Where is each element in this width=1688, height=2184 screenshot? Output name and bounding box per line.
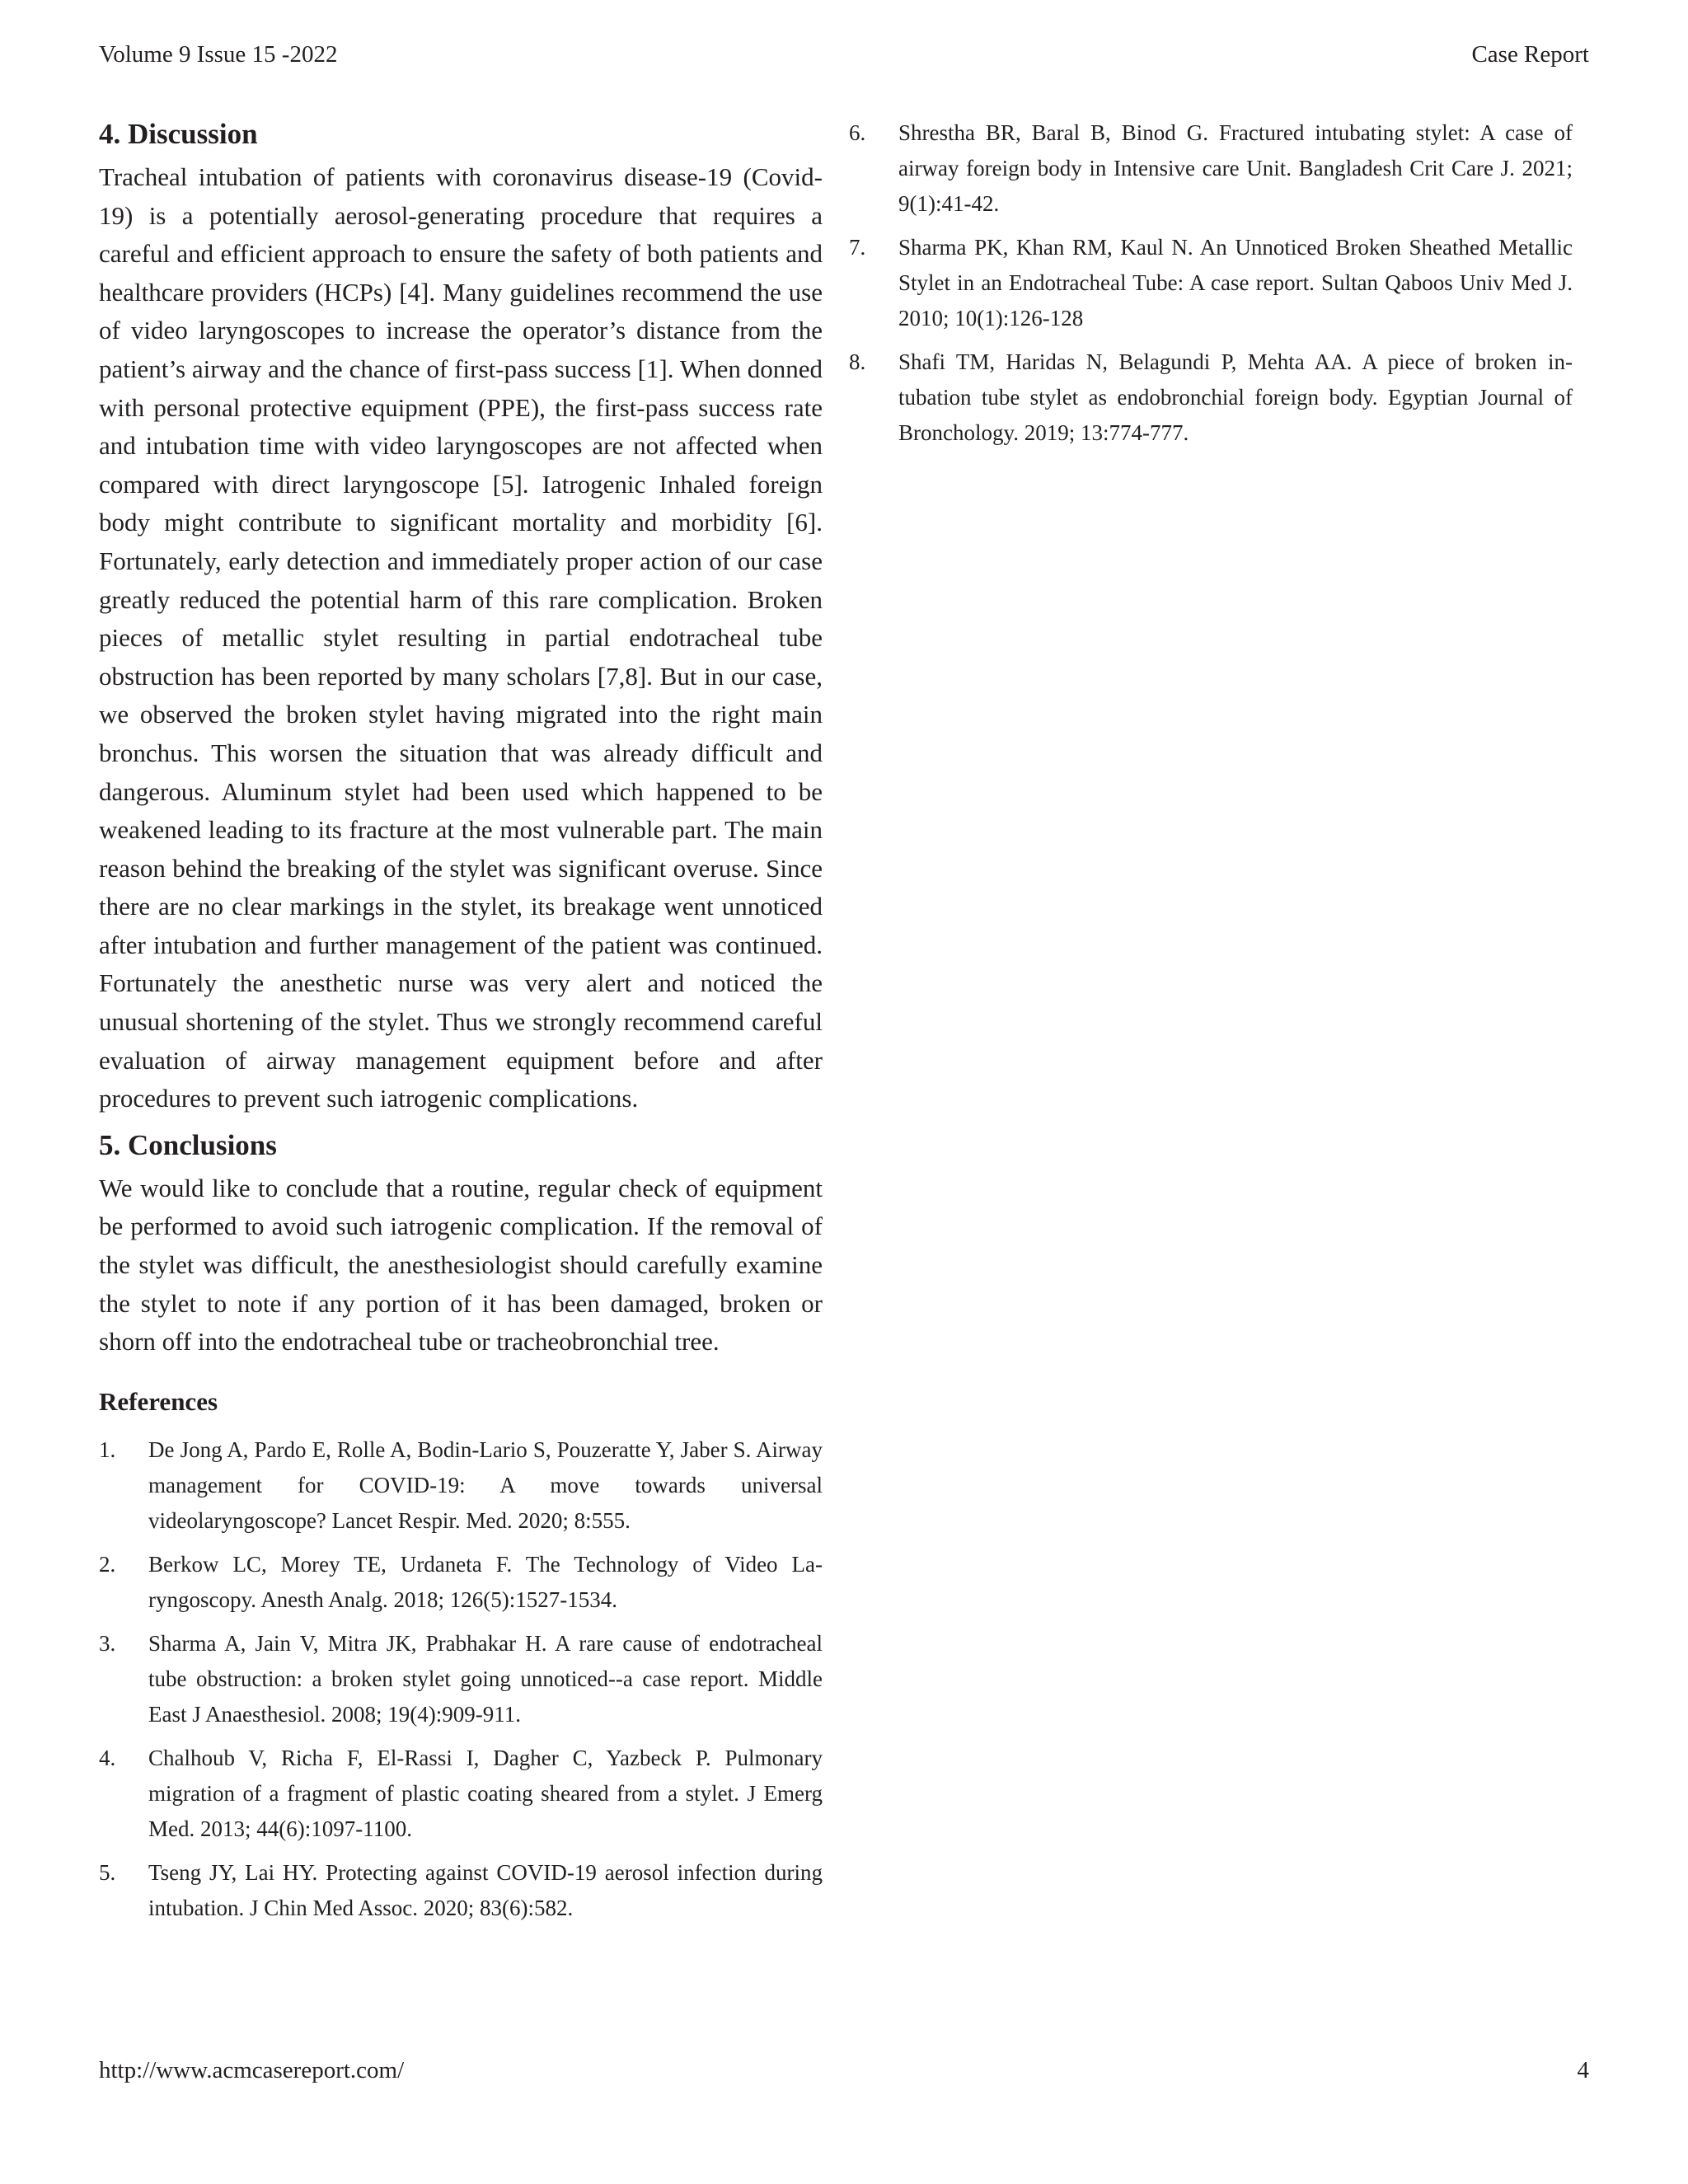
conclusions-paragraph: We would like to conclude that a routine, regular check of equipment be performed to avoid such iatrogenic complication. If the removal of the stylet was difficult, the anesthesiologist should carefully examine the stylet to note if any portion of it has been damaged, broken or shorn off into the endotracheal tube or tracheobronchial tree. <box>99 1173 823 1357</box>
reference-text: Sharma A, Jain V, Mitra JK, Prabhakar H. A rare cause of endotracheal tube obstruction: a broken stylet going unnoticed--a case report. Middle East J Anaesthesiol. 2008; 19(4):909-911. <box>148 1630 823 1727</box>
reference-text: Shrestha BR, Baral B, Binod G. Fractured intubating stylet: A case of airway foreign body in Intensive care Unit. Bangladesh Crit Care J. 2021; 9(1):41-42. <box>898 120 1573 216</box>
discussion-heading: 4. Discussion <box>99 118 258 150</box>
reference-item <box>849 344 1573 451</box>
reference-item <box>99 1547 823 1618</box>
reference-number: 1. <box>99 1436 116 1462</box>
reference-number: 8. <box>849 349 866 374</box>
page-footer <box>99 2054 1589 2087</box>
reference-item <box>99 1855 823 1926</box>
reference-list-left <box>99 1432 823 1926</box>
reference-text: Sharma PK, Khan RM, Kaul N. An Unnoticed Broken Sheathed Metallic Stylet in an Endotracheal Tube: A case report. Sultan Qaboos Univ Med J. 2010; 10(1):126-128 <box>898 235 1573 330</box>
reference-text: De Jong A, Pardo E, Rolle A, Bodin-Lario S, Pouzeratte Y, Jaber S. Airway management for COVID-19: A move towards universal videolaryngoscope? Lancet Respir. Med. 2020; 8:555. <box>148 1436 823 1533</box>
references-heading: References <box>99 1386 218 1416</box>
reference-number: 3. <box>99 1630 116 1656</box>
reference-item <box>99 1432 823 1539</box>
reference-item <box>99 1626 823 1732</box>
reference-number: 2. <box>99 1551 116 1577</box>
reference-number: 4. <box>99 1745 116 1770</box>
reference-item <box>99 1741 823 1847</box>
page-header <box>99 38 1589 71</box>
reference-item <box>849 230 1573 336</box>
article-type: Case Report <box>1471 41 1589 68</box>
conclusions-heading: 5. Conclusions <box>99 1128 277 1161</box>
reference-number: 6. <box>849 120 866 145</box>
page-number: 4 <box>1577 2057 1589 2083</box>
left-column <box>99 114 823 1934</box>
reference-item <box>849 115 1573 222</box>
reference-text: Chalhoub V, Richa F, El-Rassi I, Dagher C, Yazbeck P. Pulmonary migration of a fragment of plastic coating sheared from a stylet. J Emerg Med. 2013; 44(6):1097-1100. <box>148 1745 823 1841</box>
discussion-paragraph: Tracheal intubation of patients with coronavirus disease-19 (Covid-19) is a potentially aerosol-generating procedure that requires a careful and efficient approach to ensure the safety of both patients and healthcare providers (HCPs) [4]. Many guidelines recommend the use of video laryngoscopes to increase the operator’s distance from the patient’s airway and the chance of first-pass success [1]. When donned with personal protective equipment (PPE), the first-pass success rate and intubation time with video laryngoscopes are not affected when compared with direct laryngoscope [5]. Iatrogenic Inhaled foreign body might contribute to significant mortality and morbidity [6]. Fortunately, early detection and immediately proper action of our case greatly reduced the potential harm of this rare complication. Broken pieces of metallic stylet resulting in partial endotracheal tube obstruction has been reported by many scholars [7,8]. But in our case, we observed the broken stylet having migrated into the right main bronchus. This worsen the situation that was already difficult and dangerous. Aluminum stylet had been used which happened to be weakened leading to its fracture at the most vulnerable part. The main reason behind the breaking of the stylet was significant overuse. Since there are no clear markings in the stylet, its breakage went unnoticed after intubation and further management of the patient was continued. Fortunately the anesthetic nurse was very alert and noticed the unusual shortening of the stylet. Thus we strongly recommend careful evaluation of airway management equipment before and after procedures to prevent such iatrogenic complications. <box>99 162 823 1113</box>
right-column <box>849 115 1573 459</box>
reference-list-right <box>849 115 1573 451</box>
reference-text: Shafi TM, Haridas N, Belagundi P, Mehta AA. A piece of broken intubation tube stylet as endobronchial foreign body. Egyptian Journal of Bronchology. 2019; 13:774-777. <box>898 349 1573 445</box>
journal-volume: Volume 9 Issue 15 -2022 <box>99 41 338 68</box>
reference-text: Berkow LC, Morey TE, Urdaneta F. The Technology of Video Laryngoscopy. Anesth Analg. 2018; 126(5):1527-1534. <box>148 1551 823 1612</box>
reference-number: 5. <box>99 1859 116 1885</box>
reference-text: Tseng JY, Lai HY. Protecting against COVID-19 aerosol infection during intubation. J Chin Med Assoc. 2020; 83(6):582. <box>148 1859 823 1920</box>
journal-url: http://www.acmcasereport.com/ <box>99 2057 405 2083</box>
reference-number: 7. <box>849 235 866 260</box>
